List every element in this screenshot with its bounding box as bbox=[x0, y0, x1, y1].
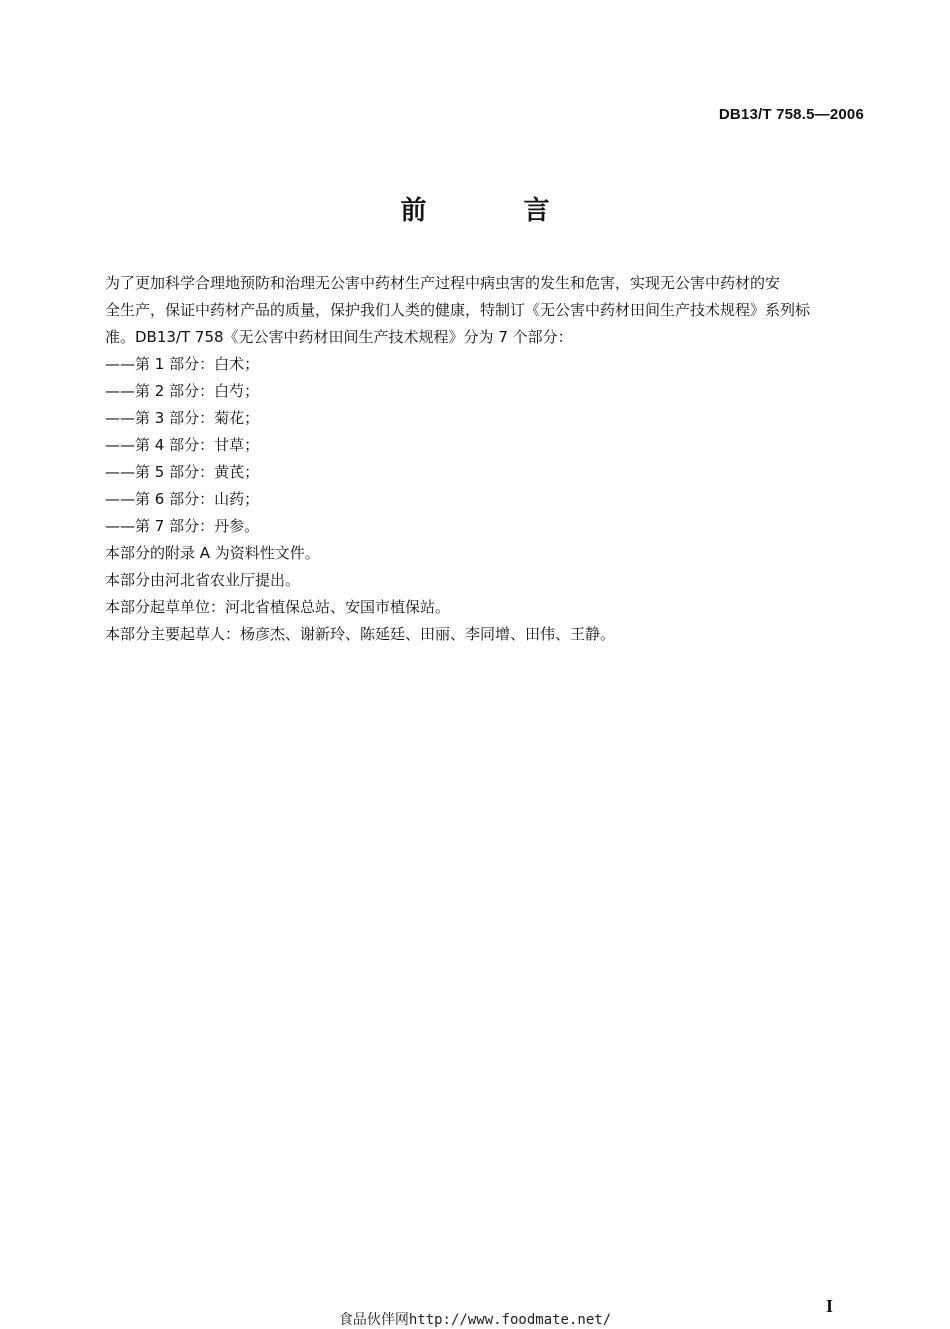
part-item: ——第 1 部分：白术； bbox=[105, 355, 260, 373]
intro-line: 为了更加科学合理地预防和治理无公害中药材生产过程中病虫害的发生和危害，实现无公害中药材的安 bbox=[105, 274, 781, 292]
note-line: 本部分的附录 A 为资料性文件。 bbox=[105, 544, 320, 562]
part-item: ——第 4 部分：甘草； bbox=[105, 436, 260, 454]
part-item: ——第 7 部分：丹参。 bbox=[105, 517, 260, 535]
intro-line: 全生产，保证中药材产品的质量，保护我们人类的健康，特制订《无公害中药材田间生产技术规程》系列标 bbox=[105, 301, 811, 319]
part-item: ——第 6 部分：山药； bbox=[105, 490, 260, 508]
part-item: ——第 2 部分：白芍； bbox=[105, 382, 260, 400]
notes-block bbox=[105, 540, 865, 648]
note-line: 本部分主要起草人：杨彦杰、谢新玲、陈延廷、田丽、李同增、田伟、王静。 bbox=[105, 625, 616, 643]
note-line: 本部分由河北省农业厅提出。 bbox=[105, 571, 301, 589]
intro-paragraph bbox=[105, 270, 865, 351]
note-line: 本部分起草单位：河北省植保总站、安国市植保站。 bbox=[105, 598, 451, 616]
part-item: ——第 3 部分：菊花； bbox=[105, 409, 260, 427]
intro-line: 准。DB13/T 758《无公害中药材田间生产技术规程》分为 7 个部分： bbox=[105, 328, 573, 346]
page-title: 前 言 bbox=[400, 196, 594, 226]
page-number: I bbox=[826, 1296, 834, 1316]
foreword-body bbox=[105, 270, 865, 648]
footer-watermark: 食品伙伴网http://www.foodmate.net/ bbox=[338, 1312, 612, 1328]
parts-list bbox=[105, 351, 865, 540]
document-code: DB13/T 758.5—2006 bbox=[718, 106, 864, 123]
part-item: ——第 5 部分：黄芪； bbox=[105, 463, 260, 481]
